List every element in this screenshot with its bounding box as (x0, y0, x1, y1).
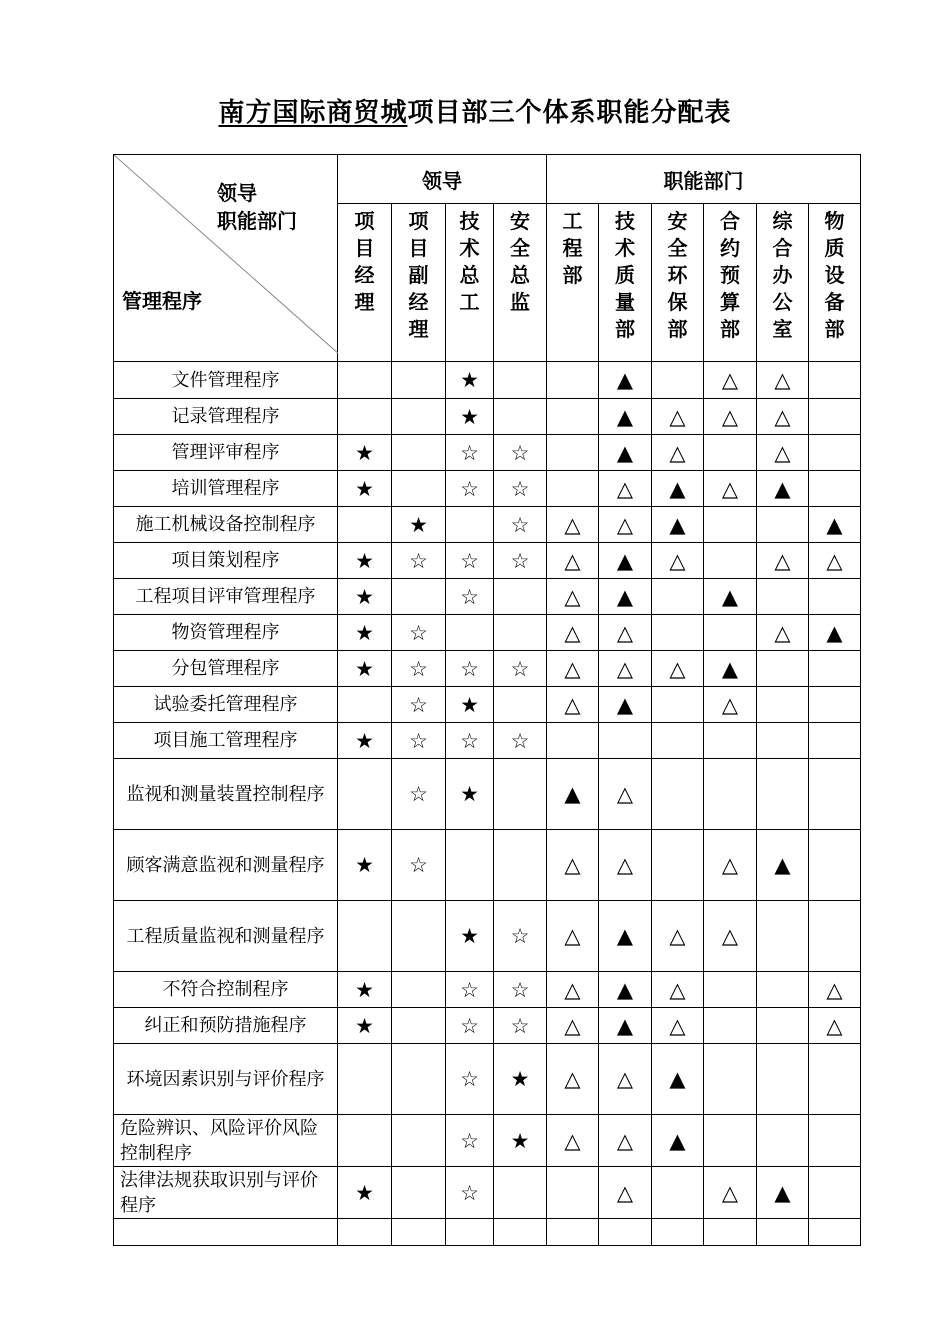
responsibility-cell: ☆ (494, 507, 547, 543)
responsibility-cell: ▲ (599, 362, 652, 399)
responsibility-cell (809, 1044, 861, 1115)
responsibility-cell: ☆ (392, 759, 446, 830)
responsibility-cell (704, 972, 757, 1008)
responsibility-cell (494, 362, 547, 399)
responsibility-cell: △ (757, 435, 809, 471)
procedure-name: 物资管理程序 (114, 615, 338, 651)
responsibility-cell: △ (809, 1008, 861, 1044)
responsibility-cell (547, 1167, 599, 1219)
responsibility-cell (704, 615, 757, 651)
responsibility-cell: ☆ (446, 471, 494, 507)
responsibility-cell: ▲ (547, 759, 599, 830)
responsibility-cell: ☆ (494, 1008, 547, 1044)
responsibility-cell: ★ (446, 399, 494, 435)
responsibility-cell: ▲ (599, 579, 652, 615)
responsibility-cell (757, 687, 809, 723)
procedure-name: 法律法规获取识别与评价程序 (114, 1167, 338, 1219)
responsibility-cell: △ (599, 1115, 652, 1167)
table-row (114, 1008, 861, 1044)
responsibility-cell: ☆ (446, 1167, 494, 1219)
column-header-label: 项目经理 (354, 209, 375, 314)
responsibility-cell: ☆ (446, 972, 494, 1008)
responsibility-cell: ▲ (704, 651, 757, 687)
responsibility-cell: ★ (338, 435, 392, 471)
responsibility-cell: △ (809, 543, 861, 579)
responsibility-cell: ★ (494, 1044, 547, 1115)
responsibility-cell (757, 1044, 809, 1115)
table-row (114, 901, 861, 972)
responsibility-cell (809, 723, 861, 759)
responsibility-cell (392, 362, 446, 399)
responsibility-cell (599, 723, 652, 759)
procedure-name (114, 1219, 338, 1246)
responsibility-cell: △ (599, 615, 652, 651)
responsibility-cell (704, 435, 757, 471)
responsibility-cell: ▲ (599, 901, 652, 972)
column-header (704, 204, 757, 362)
column-header (547, 204, 599, 362)
responsibility-cell: ☆ (392, 687, 446, 723)
responsibility-cell (757, 1008, 809, 1044)
responsibility-cell (547, 362, 599, 399)
responsibility-cell: △ (547, 1008, 599, 1044)
responsibility-cell: △ (547, 579, 599, 615)
responsibility-cell (392, 901, 446, 972)
responsibility-cell: ☆ (446, 1115, 494, 1167)
responsibility-cell: ▲ (809, 507, 861, 543)
responsibility-cell: ★ (392, 507, 446, 543)
title-text: 项目部三个体系职能分配表 (407, 98, 732, 128)
column-header-label: 物质设备部 (824, 209, 845, 341)
responsibility-cell: △ (599, 507, 652, 543)
responsibility-cell: △ (757, 362, 809, 399)
procedure-name: 危险辨识、风险评价风险控制程序 (114, 1115, 338, 1167)
responsibility-cell (547, 723, 599, 759)
responsibility-cell (809, 1167, 861, 1219)
responsibility-cell: △ (704, 1167, 757, 1219)
responsibility-cell: △ (704, 362, 757, 399)
responsibility-cell (392, 1008, 446, 1044)
column-header-label: 安全总监 (510, 209, 530, 314)
responsibility-cell (494, 615, 547, 651)
procedure-name: 管理评审程序 (114, 435, 338, 471)
procedure-name: 监视和测量装置控制程序 (114, 759, 338, 830)
responsibility-cell: ▲ (809, 615, 861, 651)
column-header (652, 204, 704, 362)
table-row (114, 1219, 861, 1246)
responsibility-cell: △ (704, 471, 757, 507)
responsibility-cell: △ (547, 687, 599, 723)
responsibility-cell: ☆ (446, 723, 494, 759)
responsibility-cell: △ (547, 972, 599, 1008)
responsibility-cell: ☆ (392, 615, 446, 651)
responsibility-cell (757, 1219, 809, 1246)
responsibility-cell (757, 1115, 809, 1167)
table-row (114, 1115, 861, 1167)
responsibility-cell (704, 1044, 757, 1115)
column-header-label: 合约预算部 (720, 209, 740, 341)
procedure-name: 不符合控制程序 (114, 972, 338, 1008)
procedure-name: 项目策划程序 (114, 543, 338, 579)
responsibility-cell (547, 399, 599, 435)
responsibility-cell (494, 830, 547, 901)
responsibility-cell: △ (547, 830, 599, 901)
responsibility-cell: ▲ (757, 1167, 809, 1219)
responsibility-cell: ★ (494, 1115, 547, 1167)
procedure-name: 试验委托管理程序 (114, 687, 338, 723)
responsibility-cell (809, 579, 861, 615)
responsibility-cell (809, 687, 861, 723)
responsibility-cell (757, 723, 809, 759)
procedure-name: 顾客满意监视和测量程序 (114, 830, 338, 901)
responsibility-cell: △ (599, 471, 652, 507)
responsibility-cell: △ (547, 543, 599, 579)
responsibility-cell: ▲ (599, 687, 652, 723)
responsibility-cell: △ (652, 399, 704, 435)
responsibility-table (113, 154, 861, 1246)
responsibility-cell: ☆ (392, 651, 446, 687)
responsibility-cell (338, 1115, 392, 1167)
responsibility-cell (757, 651, 809, 687)
responsibility-cell: △ (809, 972, 861, 1008)
corner-proc-label: 管理程序 (122, 289, 202, 313)
responsibility-cell (704, 1008, 757, 1044)
responsibility-cell: ☆ (494, 723, 547, 759)
responsibility-cell (652, 1167, 704, 1219)
column-header (494, 204, 547, 362)
responsibility-cell: △ (599, 651, 652, 687)
responsibility-cell: △ (547, 1115, 599, 1167)
responsibility-cell: △ (547, 1044, 599, 1115)
responsibility-cell (338, 1044, 392, 1115)
responsibility-cell: ☆ (494, 651, 547, 687)
responsibility-cell (547, 471, 599, 507)
responsibility-cell (338, 901, 392, 972)
responsibility-cell: ★ (338, 1167, 392, 1219)
title-project: 南方国际商贸城 (218, 98, 408, 128)
responsibility-cell: △ (547, 507, 599, 543)
procedure-name: 工程质量监视和测量程序 (114, 901, 338, 972)
responsibility-cell: △ (547, 615, 599, 651)
procedure-name: 记录管理程序 (114, 399, 338, 435)
procedure-name: 培训管理程序 (114, 471, 338, 507)
column-header-label: 项目副经理 (408, 209, 429, 341)
responsibility-cell: ☆ (446, 1008, 494, 1044)
column-header (392, 204, 446, 362)
table-row (114, 543, 861, 579)
responsibility-cell: △ (704, 901, 757, 972)
responsibility-cell: ▲ (652, 1044, 704, 1115)
procedure-name: 施工机械设备控制程序 (114, 507, 338, 543)
responsibility-cell (392, 399, 446, 435)
responsibility-cell: △ (652, 435, 704, 471)
responsibility-cell (338, 687, 392, 723)
responsibility-cell (809, 651, 861, 687)
responsibility-cell: ▲ (652, 507, 704, 543)
procedure-name: 环境因素识别与评价程序 (114, 1044, 338, 1115)
column-header-label: 技术质量部 (615, 209, 635, 341)
responsibility-cell (338, 1219, 392, 1246)
responsibility-cell: ☆ (494, 972, 547, 1008)
responsibility-cell: △ (757, 615, 809, 651)
responsibility-cell (392, 435, 446, 471)
responsibility-cell: ★ (338, 972, 392, 1008)
responsibility-cell: ▲ (599, 399, 652, 435)
responsibility-cell: ☆ (446, 651, 494, 687)
responsibility-cell (652, 615, 704, 651)
responsibility-cell (652, 687, 704, 723)
responsibility-cell: ★ (338, 579, 392, 615)
table-row (114, 435, 861, 471)
responsibility-cell (757, 759, 809, 830)
responsibility-cell (704, 1115, 757, 1167)
responsibility-cell (338, 759, 392, 830)
responsibility-cell (547, 1219, 599, 1246)
table-row (114, 507, 861, 543)
responsibility-cell (809, 399, 861, 435)
responsibility-cell: ▲ (599, 1008, 652, 1044)
corner-dept-label: 职能部门 (217, 209, 297, 233)
responsibility-cell (652, 723, 704, 759)
responsibility-cell (392, 471, 446, 507)
responsibility-cell: ☆ (446, 579, 494, 615)
responsibility-cell: △ (704, 687, 757, 723)
responsibility-cell: △ (599, 1044, 652, 1115)
responsibility-cell: ★ (446, 759, 494, 830)
responsibility-cell (392, 1219, 446, 1246)
responsibility-cell (757, 901, 809, 972)
responsibility-cell (338, 399, 392, 435)
column-header-label: 工程部 (562, 209, 583, 287)
responsibility-cell: ★ (338, 723, 392, 759)
responsibility-cell (704, 759, 757, 830)
responsibility-cell (652, 830, 704, 901)
page-title (0, 92, 950, 129)
responsibility-cell (652, 1219, 704, 1246)
responsibility-cell (704, 543, 757, 579)
responsibility-cell: △ (599, 830, 652, 901)
responsibility-cell: ☆ (446, 543, 494, 579)
table-row (114, 399, 861, 435)
responsibility-cell (652, 362, 704, 399)
responsibility-cell (494, 1167, 547, 1219)
responsibility-cell (757, 507, 809, 543)
responsibility-cell: ▲ (599, 972, 652, 1008)
responsibility-cell (494, 579, 547, 615)
responsibility-cell: ★ (446, 687, 494, 723)
responsibility-cell: ★ (338, 543, 392, 579)
responsibility-cell (652, 759, 704, 830)
responsibility-cell (809, 362, 861, 399)
responsibility-cell: △ (547, 651, 599, 687)
table-row (114, 362, 861, 399)
responsibility-cell: ★ (338, 471, 392, 507)
responsibility-cell: ☆ (494, 901, 547, 972)
responsibility-cell (809, 471, 861, 507)
procedure-name: 项目施工管理程序 (114, 723, 338, 759)
responsibility-cell: △ (652, 1008, 704, 1044)
table-row (114, 759, 861, 830)
group-header-lead: 领导 (338, 155, 547, 204)
responsibility-cell (494, 399, 547, 435)
responsibility-cell: ▲ (652, 471, 704, 507)
responsibility-cell (494, 1219, 547, 1246)
responsibility-cell (809, 1219, 861, 1246)
responsibility-cell (704, 1219, 757, 1246)
responsibility-cell: △ (547, 901, 599, 972)
column-header (446, 204, 494, 362)
table-row (114, 1167, 861, 1219)
responsibility-cell (809, 830, 861, 901)
responsibility-cell: ☆ (446, 1044, 494, 1115)
responsibility-cell: △ (652, 543, 704, 579)
responsibility-cell (446, 615, 494, 651)
responsibility-cell: ▲ (757, 471, 809, 507)
responsibility-cell (494, 687, 547, 723)
column-header (757, 204, 809, 362)
responsibility-cell: △ (652, 651, 704, 687)
responsibility-cell: ☆ (494, 543, 547, 579)
responsibility-cell (757, 579, 809, 615)
responsibility-cell: △ (599, 759, 652, 830)
table-row (114, 687, 861, 723)
responsibility-cell (652, 579, 704, 615)
responsibility-cell: ▲ (599, 543, 652, 579)
procedure-name: 纠正和预防措施程序 (114, 1008, 338, 1044)
procedure-name: 工程项目评审管理程序 (114, 579, 338, 615)
responsibility-cell (392, 1044, 446, 1115)
responsibility-cell (809, 901, 861, 972)
responsibility-cell: ★ (338, 651, 392, 687)
responsibility-cell: △ (704, 830, 757, 901)
corner-lead-label: 领导 (217, 181, 257, 205)
table-row (114, 830, 861, 901)
responsibility-cell (547, 435, 599, 471)
responsibility-cell (446, 1219, 494, 1246)
responsibility-cell (599, 1219, 652, 1246)
responsibility-cell: ▲ (704, 579, 757, 615)
column-header (599, 204, 652, 362)
procedure-name: 文件管理程序 (114, 362, 338, 399)
responsibility-cell (446, 830, 494, 901)
responsibility-cell (809, 435, 861, 471)
procedure-name: 分包管理程序 (114, 651, 338, 687)
corner-header-cell (114, 155, 338, 362)
responsibility-cell: ▲ (599, 435, 652, 471)
responsibility-cell: ★ (446, 901, 494, 972)
responsibility-cell: ★ (338, 830, 392, 901)
column-header (338, 204, 392, 362)
responsibility-cell (392, 972, 446, 1008)
responsibility-cell: ☆ (494, 471, 547, 507)
responsibility-cell (338, 362, 392, 399)
responsibility-cell (757, 972, 809, 1008)
responsibility-cell (446, 507, 494, 543)
responsibility-cell (809, 759, 861, 830)
responsibility-cell: △ (652, 972, 704, 1008)
responsibility-cell (338, 507, 392, 543)
responsibility-cell (809, 1115, 861, 1167)
group-header-dept: 职能部门 (547, 155, 861, 204)
responsibility-cell: ☆ (392, 830, 446, 901)
responsibility-cell: ☆ (446, 435, 494, 471)
responsibility-cell (392, 579, 446, 615)
responsibility-cell (704, 507, 757, 543)
column-header-label: 安全环保部 (667, 209, 688, 341)
responsibility-cell (392, 1115, 446, 1167)
column-header-label: 技术总工 (459, 209, 480, 314)
responsibility-cell: △ (757, 399, 809, 435)
responsibility-cell: ★ (338, 615, 392, 651)
table-row (114, 579, 861, 615)
responsibility-cell (704, 723, 757, 759)
column-header (809, 204, 861, 362)
responsibility-cell: △ (599, 1167, 652, 1219)
table-row (114, 471, 861, 507)
responsibility-cell (392, 1167, 446, 1219)
responsibility-cell: △ (704, 399, 757, 435)
responsibility-cell: ☆ (392, 723, 446, 759)
responsibility-cell: △ (757, 543, 809, 579)
table-row (114, 651, 861, 687)
responsibility-cell: ☆ (392, 543, 446, 579)
column-header-label: 综合办公室 (772, 209, 793, 341)
responsibility-cell (494, 759, 547, 830)
responsibility-cell: ★ (446, 362, 494, 399)
table-row (114, 1044, 861, 1115)
responsibility-cell: ☆ (494, 435, 547, 471)
table-row (114, 972, 861, 1008)
responsibility-cell: ★ (338, 1008, 392, 1044)
table-row (114, 723, 861, 759)
table-row (114, 615, 861, 651)
responsibility-cell: △ (652, 901, 704, 972)
responsibility-cell: ▲ (652, 1115, 704, 1167)
responsibility-cell: ▲ (757, 830, 809, 901)
